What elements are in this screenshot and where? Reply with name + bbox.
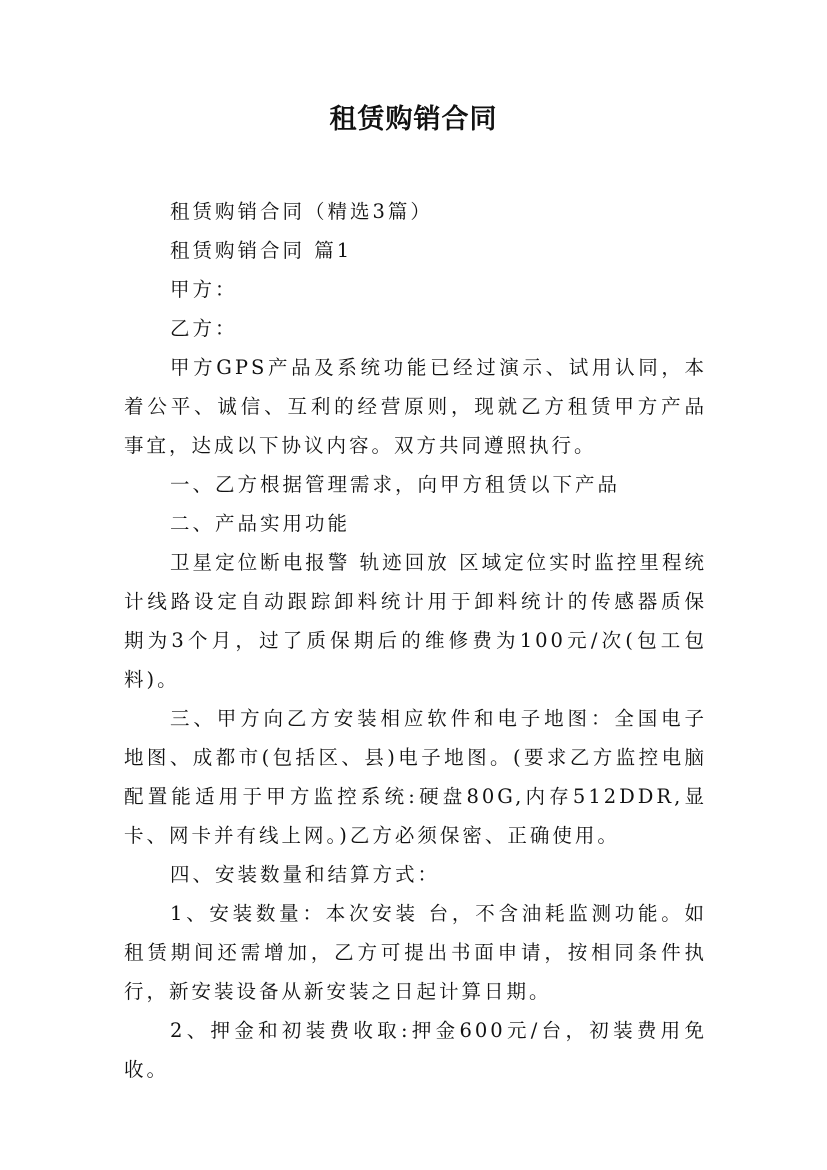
paragraph-clause-4-2: 2、押金和初装费收取:押金600元/台，初装费用免收。	[124, 1019, 707, 1081]
document-body	[124, 192, 707, 1089]
paragraph-clause-3: 三、甲方向乙方安装相应软件和电子地图：全国电子地图、成都市(包括区、县)电子地图。(要求乙方监控电脑配置能适用于甲方监控系统:硬盘80G,内存512DDR,显卡、网卡并有线上网。)乙方必须保密、正确使用。	[124, 707, 707, 847]
paragraph-functions: 卫星定位断电报警 轨迹回放 区域定位实时监控里程统计线路设定自动跟踪卸料统计用于卸料统计的传感器质保期为3个月，过了质保期后的维修费为100元/次(包工包料)。	[124, 551, 707, 691]
paragraph-clause-1: 一、乙方根据管理需求，向甲方租赁以下产品	[170, 473, 621, 496]
document-title: 租赁购销合同	[329, 104, 498, 135]
paragraph-clause-4-1: 1、安装数量：本次安装 台，不含油耗监测功能。如租赁期间还需增加，乙方可提出书面申请，按相同条件执行，新安装设备从新安装之日起计算日期。	[124, 902, 707, 1003]
paragraph-party-a: 甲方：	[170, 278, 238, 301]
paragraph-section-heading: 租赁购销合同 篇1	[170, 239, 353, 262]
paragraph-preamble: 甲方GPS产品及系统功能已经过演示、试用认同，本着公平、诚信、互利的经营原则，现就乙方租赁甲方产品事宜，达成以下协议内容。双方共同遵照执行。	[124, 356, 707, 457]
paragraph-clause-4: 四、安装数量和结算方式：	[170, 863, 441, 886]
paragraph-subtitle: 租赁购销合同（精选3篇）	[170, 200, 433, 223]
paragraph-clause-2: 二、产品实用功能	[170, 512, 351, 535]
paragraph-party-b: 乙方：	[170, 317, 238, 340]
